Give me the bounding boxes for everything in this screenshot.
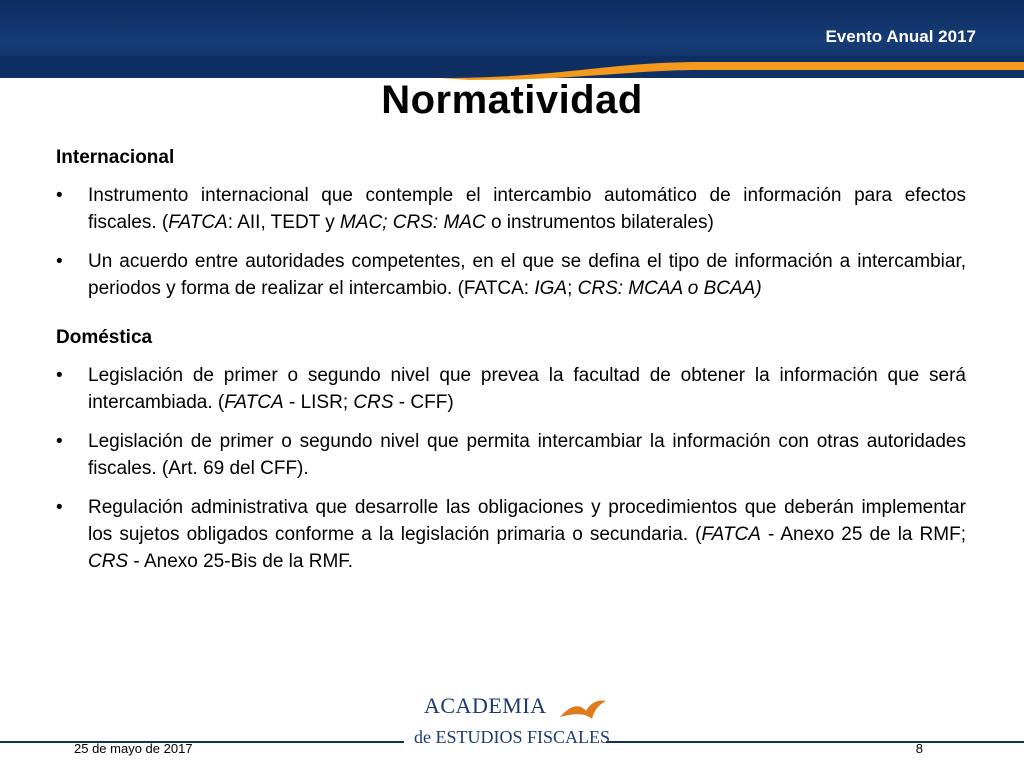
bullet-dot: • <box>56 185 63 206</box>
footer-rule-left <box>0 741 404 743</box>
bird-icon <box>558 697 608 727</box>
bullet-text: ; <box>567 278 578 299</box>
bullet-italic: FATCA <box>224 392 284 413</box>
bullet-dot: • <box>56 251 63 272</box>
event-title: Evento Anual 2017 <box>825 27 976 46</box>
section-heading-domestica: Doméstica <box>56 327 153 348</box>
content <box>56 146 966 575</box>
bullet-item <box>56 362 966 416</box>
bullet-text: - CFF) <box>393 392 454 413</box>
bullet-dot: • <box>56 431 63 452</box>
bullet-text: : AII, TEDT y <box>227 212 340 233</box>
logo-line2: de ESTUDIOS FISCALES <box>414 727 611 747</box>
page-number: 8 <box>915 741 923 756</box>
footer-rule-right <box>606 741 1024 743</box>
logo-line1: ACADEMIA <box>424 693 547 718</box>
bullet-text: Legislación de primer o segundo nivel que permita intercambiar la información con otras autoridades fiscales. (Art. 69 del CFF). <box>88 431 966 479</box>
bullet-dot: • <box>56 497 63 518</box>
bullet-text: o instrumentos bilaterales) <box>485 212 714 233</box>
bullet-italic: CRS <box>88 551 129 572</box>
bullet-text: Legislación de primer o segundo nivel que prevea la facultad de obtener la información que será intercambiada. ( <box>88 365 966 413</box>
bullet-item <box>56 494 966 575</box>
bullet-italic: FATCA <box>168 212 228 233</box>
slide-title: Normatividad <box>381 78 643 122</box>
bullet-text: Regulación administrativa que desarrolle las obligaciones y procedimientos que deberán implementar los sujetos obligados conforme a la legislación primaria o secundaria. ( <box>88 497 966 545</box>
bullet-italic: FATCA <box>701 524 761 545</box>
bullet-text: Instrumento internacional que contemple el intercambio automático de información para efectos fiscales. ( <box>88 185 966 233</box>
bullet-text: - LISR; <box>283 392 354 413</box>
bullet-italic: CRS <box>353 392 394 413</box>
bullet-item <box>56 182 966 236</box>
bullet-text: - Anexo 25 de la RMF; <box>760 524 966 545</box>
bullet-text: - Anexo 25-Bis de la RMF. <box>128 551 354 572</box>
footer-date: 25 de mayo de 2017 <box>74 741 193 756</box>
bullet-italic: IGA <box>534 278 568 299</box>
bullet-dot: • <box>56 365 63 386</box>
bullet-list-internacional <box>56 182 966 302</box>
section-heading-internacional: Internacional <box>56 147 175 168</box>
bullet-italic: MAC; CRS: MAC <box>340 212 486 233</box>
bullet-list-domestica <box>56 362 966 575</box>
bullet-item <box>56 248 966 302</box>
bullet-item <box>56 428 966 482</box>
academia-logo <box>414 693 614 759</box>
bullet-italic: CRS: MCAA o BCAA) <box>577 278 762 299</box>
bullet-text: Un acuerdo entre autoridades competentes, en el que se defina el tipo de información a intercambiar, periodos y forma de realizar el intercambio. (FATCA: <box>88 251 966 299</box>
